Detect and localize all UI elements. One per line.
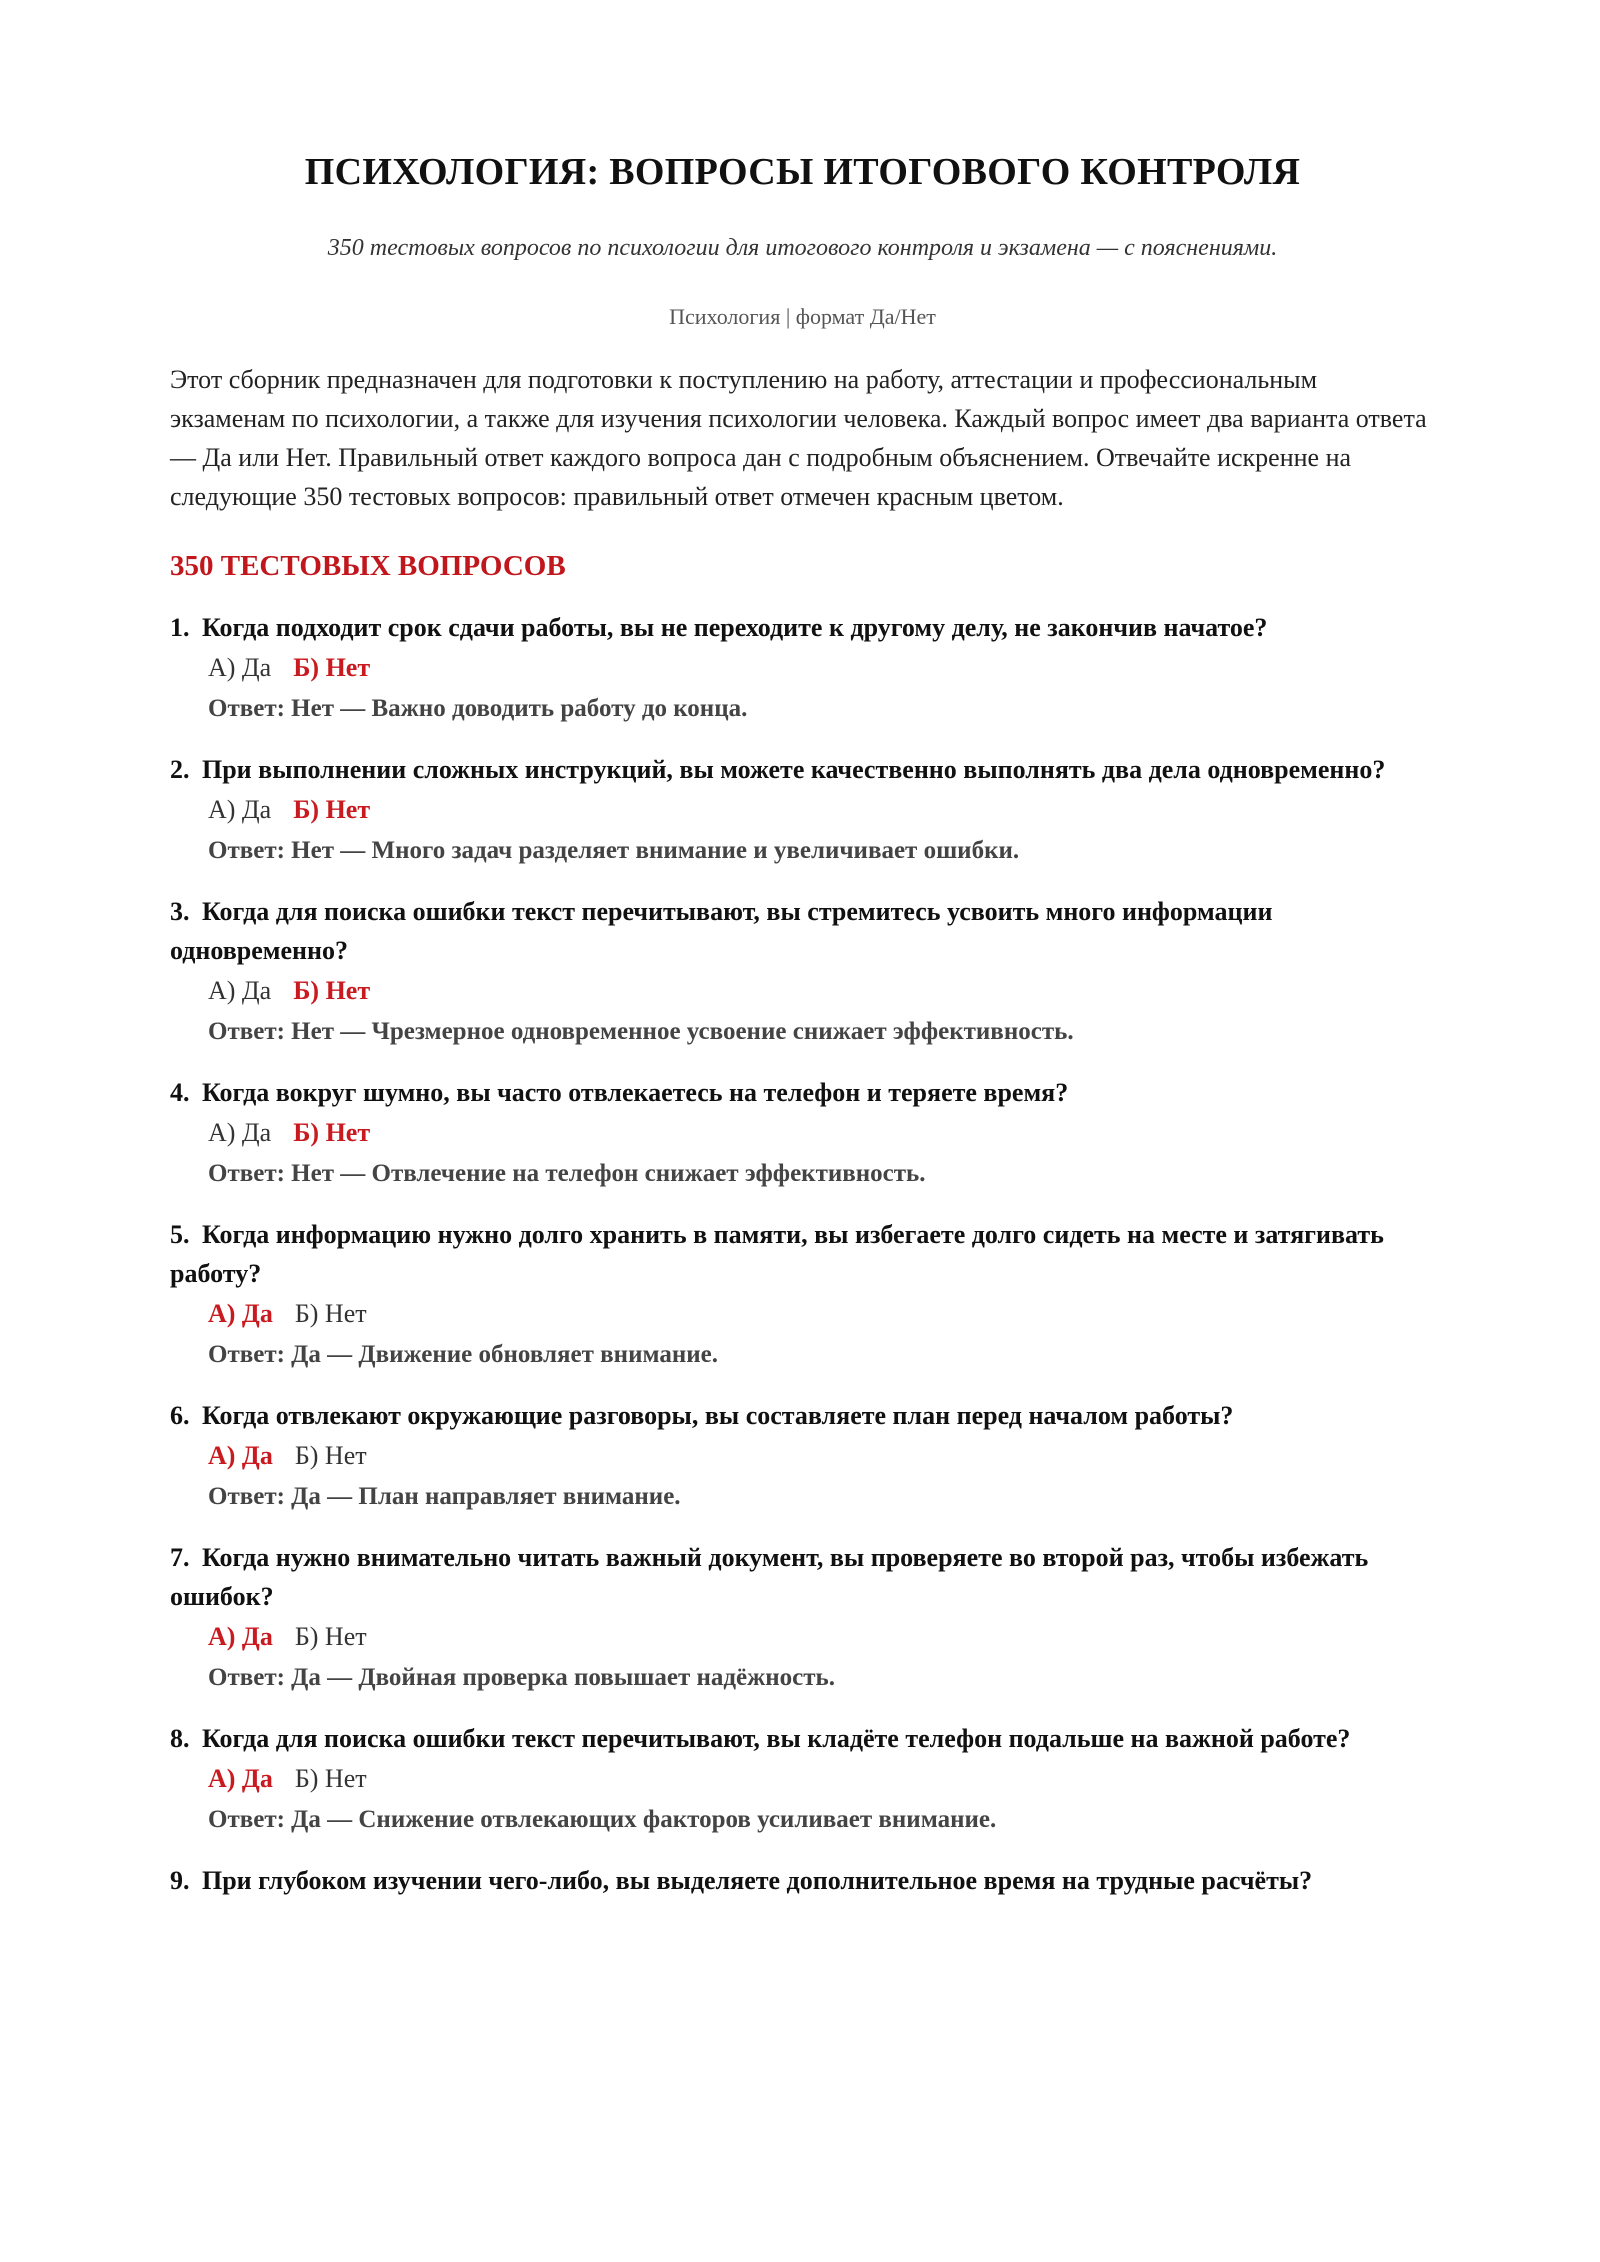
- question-body: Когда для поиска ошибки текст перечитывают, вы кладёте телефон подальше на важной работе?: [202, 1723, 1351, 1753]
- question-body: Когда нужно внимательно читать важный документ, вы проверяете во второй раз, чтобы избежать ошибок?: [170, 1542, 1369, 1611]
- answer-explanation: Ответ: Да — Движение обновляет внимание.: [208, 1340, 718, 1368]
- section-heading: 350 ТЕСТОВЫХ ВОПРОСОВ: [170, 549, 566, 582]
- answer-options: [170, 789, 1435, 830]
- answer-options: [170, 1616, 1435, 1657]
- question-body: При выполнении сложных инструкций, вы можете качественно выполнять два дела одновременно?: [202, 754, 1386, 784]
- question-number: 6.: [170, 1400, 190, 1430]
- document-title: ПСИХОЛОГИЯ: ВОПРОСЫ ИТОГОВОГО КОНТРОЛЯ: [304, 151, 1301, 193]
- question-number: 8.: [170, 1723, 190, 1753]
- question-text: [170, 750, 1435, 789]
- option-a-correct: А) Да: [208, 1763, 273, 1793]
- option-a: А) Да: [208, 794, 272, 824]
- answer-options: [170, 1112, 1435, 1153]
- answer-options: [170, 647, 1435, 688]
- intro-paragraph: Этот сборник предназначен для подготовки к поступлению на работу, аттестации и профессиональным экзаменам по психологии, а также для изучения психологии человека. Каждый вопрос имеет два варианта ответа — Да или Нет. Правильный ответ каждого вопроса дан с подробным объяснением. Отвечайте искренне на следующие 350 тестовых вопросов: правильный ответ отмечен красным цветом.: [170, 364, 1427, 511]
- question-body: Когда для поиска ошибки текст перечитывают, вы стремитесь усвоить много информации одновременно?: [170, 896, 1273, 965]
- question-item: [170, 608, 1435, 730]
- question-text: [170, 1073, 1435, 1112]
- answer-explanation: Ответ: Нет — Отвлечение на телефон снижает эффективность.: [208, 1159, 926, 1187]
- answer-explanation: Ответ: Нет — Чрезмерное одновременное усвоение снижает эффективность.: [208, 1017, 1074, 1045]
- question-number: 4.: [170, 1077, 190, 1107]
- question-number: 1.: [170, 612, 190, 642]
- question-body: Когда информацию нужно долго хранить в памяти, вы избегаете долго сидеть на месте и затягивать работу?: [170, 1219, 1384, 1288]
- question-item: [170, 1538, 1435, 1699]
- question-text: [170, 1861, 1435, 1900]
- question-text: [170, 892, 1435, 970]
- option-b: Б) Нет: [294, 1440, 367, 1470]
- option-b-correct: Б) Нет: [293, 1117, 371, 1147]
- question-number: 3.: [170, 896, 190, 926]
- question-item: [170, 750, 1435, 872]
- question-number: 5.: [170, 1219, 190, 1249]
- answer-options: [170, 1435, 1435, 1476]
- option-b-correct: Б) Нет: [293, 794, 371, 824]
- question-text: [170, 1538, 1435, 1616]
- answer-explanation: Ответ: Да — Снижение отвлекающих факторов усиливает внимание.: [208, 1805, 997, 1833]
- question-number: 7.: [170, 1542, 190, 1572]
- answer-explanation: Ответ: Да — План направляет внимание.: [208, 1482, 681, 1510]
- option-a-correct: А) Да: [208, 1440, 273, 1470]
- option-a-correct: А) Да: [208, 1298, 273, 1328]
- answer-explanation: Ответ: Да — Двойная проверка повышает надёжность.: [208, 1663, 836, 1691]
- question-body: При глубоком изучении чего-либо, вы выделяете дополнительное время на трудные расчёты?: [202, 1865, 1313, 1895]
- answer-options: [170, 970, 1435, 1011]
- option-b: Б) Нет: [294, 1763, 367, 1793]
- question-item: [170, 1861, 1435, 1900]
- question-list: [170, 608, 1435, 1900]
- question-number: 2.: [170, 754, 190, 784]
- question-item: [170, 1719, 1435, 1841]
- option-a: А) Да: [208, 652, 272, 682]
- question-body: Когда вокруг шумно, вы часто отвлекаетесь на телефон и теряете время?: [202, 1077, 1069, 1107]
- answer-explanation: Ответ: Нет — Важно доводить работу до конца.: [208, 694, 748, 722]
- question-text: [170, 608, 1435, 647]
- question-item: [170, 1073, 1435, 1195]
- question-item: [170, 1396, 1435, 1518]
- question-body: Когда подходит срок сдачи работы, вы не переходите к другому делу, не закончив начатое?: [202, 612, 1268, 642]
- option-a: А) Да: [208, 975, 272, 1005]
- option-b: Б) Нет: [294, 1621, 367, 1651]
- answer-options: [170, 1293, 1435, 1334]
- option-b-correct: Б) Нет: [293, 652, 371, 682]
- answer-explanation: Ответ: Нет — Много задач разделяет внимание и увеличивает ошибки.: [208, 836, 1020, 864]
- question-text: [170, 1215, 1435, 1293]
- question-text: [170, 1719, 1435, 1758]
- option-a-correct: А) Да: [208, 1621, 273, 1651]
- answer-options: [170, 1758, 1435, 1799]
- question-text: [170, 1396, 1435, 1435]
- question-item: [170, 892, 1435, 1053]
- document-meta: Психология | формат Да/Нет: [669, 304, 936, 330]
- document-subtitle: 350 тестовых вопросов по психологии для итогового контроля и экзамена — с пояснениями.: [327, 234, 1278, 261]
- question-body: Когда отвлекают окружающие разговоры, вы составляете план перед началом работы?: [202, 1400, 1234, 1430]
- question-number: 9.: [170, 1865, 190, 1895]
- option-a: А) Да: [208, 1117, 272, 1147]
- option-b-correct: Б) Нет: [293, 975, 371, 1005]
- option-b: Б) Нет: [294, 1298, 367, 1328]
- question-item: [170, 1215, 1435, 1376]
